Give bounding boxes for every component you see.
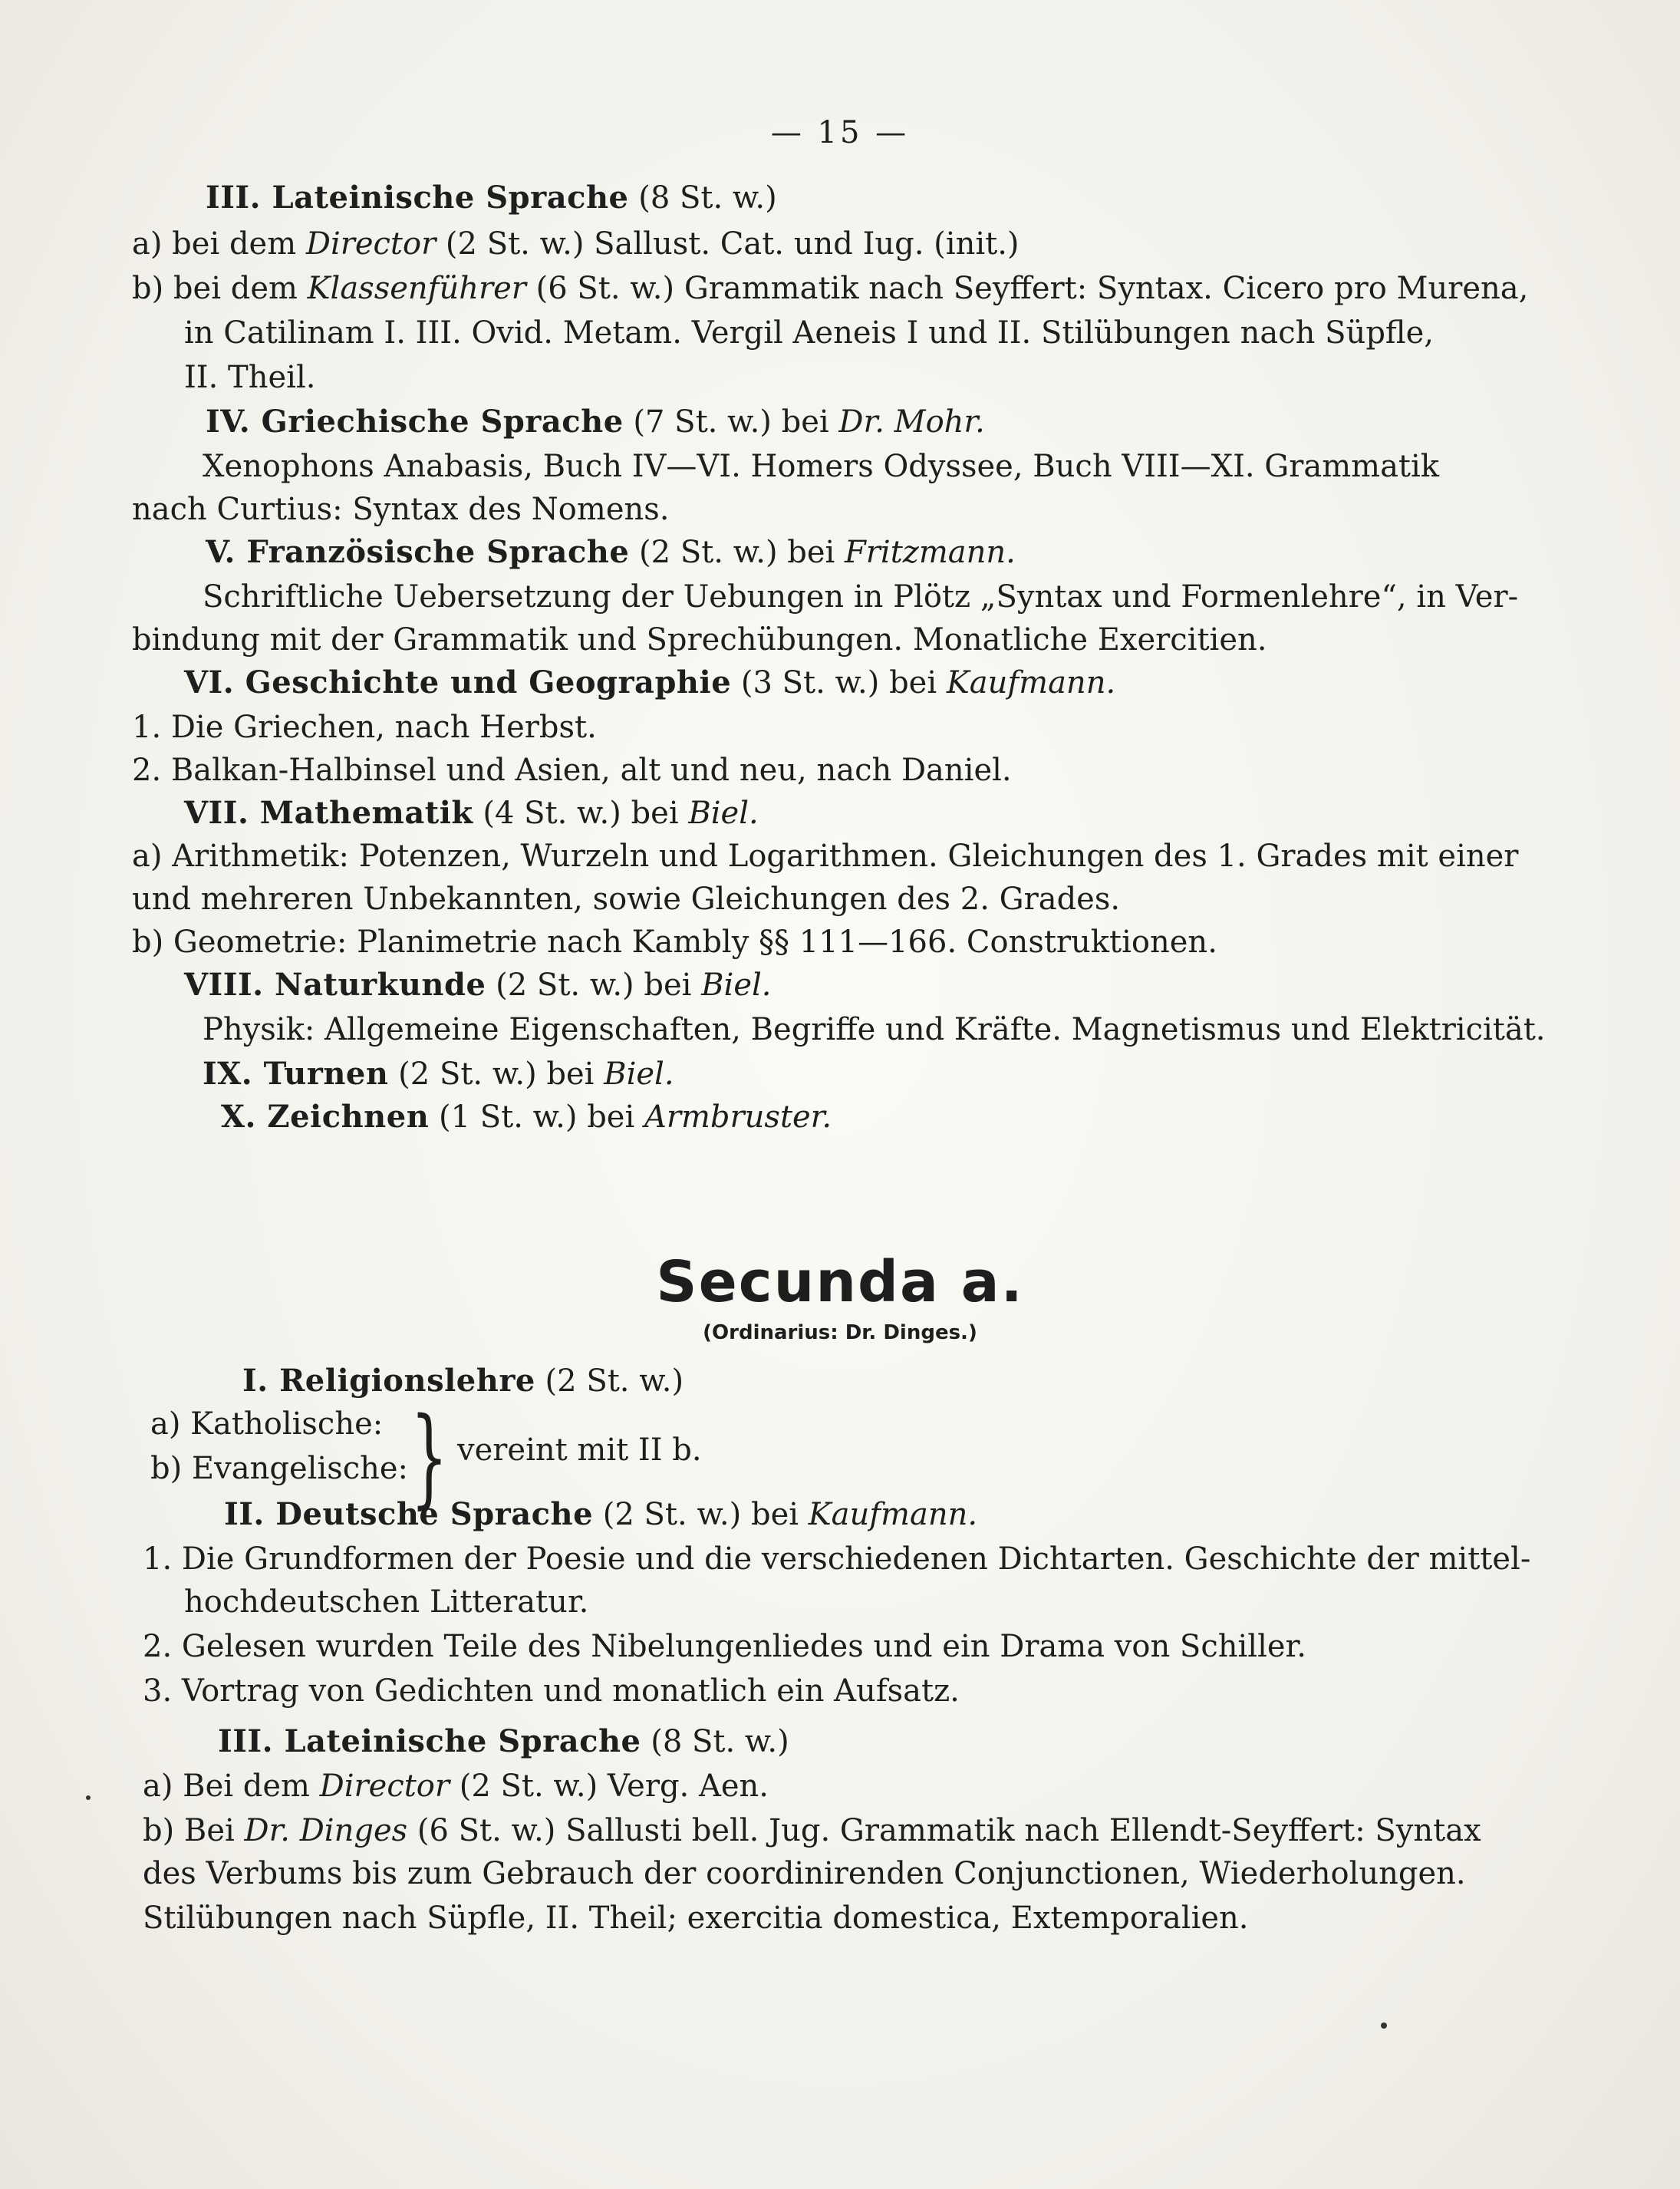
latin-b: b) bei dem Klassenführer (6 St. w.) Grammatik nach Seyffert: Syntax. Cicero pro Murena,: [132, 271, 1529, 306]
heading-german: II. Deutsche Sprache (2 St. w.) bei Kaufmann.: [224, 1496, 978, 1532]
math-a: a) Arithmetik: Potenzen, Wurzeln und Logarithmen. Gleichungen des 1. Grades mit einer: [132, 839, 1519, 874]
heading-gym: IX. Turnen (2 St. w.) bei Biel.: [203, 1056, 674, 1092]
religion-b: b) Evangelische:: [150, 1451, 409, 1486]
brace-symbol: }: [410, 1395, 448, 1520]
latin-a: a) bei dem Director (2 St. w.) Sallust. Cat. und Iug. (init.): [132, 226, 1020, 262]
french-text1: Schriftliche Uebersetzung der Uebungen in Plötz „Syntax und Formenlehre“, in Ver-: [203, 579, 1519, 615]
heading-french: V. Französische Sprache (2 St. w.) bei Fritzmann.: [206, 534, 1016, 570]
section-title: Secunda a.: [656, 1249, 1024, 1315]
ink-speck: [1381, 2023, 1387, 2029]
latin2-b-cont1: des Verbums bis zum Gebrauch der coordinirenden Conjunctionen, Wiederholungen.: [143, 1856, 1466, 1891]
page-number: — 15 —: [770, 115, 910, 150]
german-1: 1. Die Grundformen der Poesie und die verschiedenen Dichtarten. Geschichte der mittel-: [143, 1541, 1531, 1577]
heading-latin-2: III. Lateinische Sprache (8 St. w.): [218, 1723, 789, 1759]
ink-speck: [86, 1795, 91, 1800]
heading-math: VII. Mathematik (4 St. w.) bei Biel.: [184, 795, 759, 831]
heading-religion: I. Religionslehre (2 St. w.): [242, 1363, 684, 1399]
german-3: 3. Vortrag von Gedichten und monatlich ein Aufsatz.: [143, 1673, 960, 1709]
german-2: 2. Gelesen wurden Teile des Nibelungenliedes und ein Drama von Schiller.: [143, 1629, 1306, 1664]
latin2-a: a) Bei dem Director (2 St. w.) Verg. Aen.: [143, 1769, 769, 1804]
section-ordinarius: (Ordinarius: Dr. Dinges.): [703, 1321, 977, 1344]
science-text: Physik: Allgemeine Eigenschaften, Begriffe und Kräfte. Magnetismus und Elektricität.: [203, 1012, 1546, 1047]
history-1: 1. Die Griechen, nach Herbst.: [132, 710, 597, 745]
heading-history: VI. Geschichte und Geographie (3 St. w.) bei Kaufmann.: [184, 664, 1116, 701]
latin2-b-cont2: Stilübungen nach Süpfle, II. Theil; exercitia domestica, Extemporalien.: [143, 1901, 1249, 1936]
latin-b-cont2: II. Theil.: [184, 360, 316, 395]
heading-greek: IV. Griechische Sprache (7 St. w.) bei Dr. Mohr.: [206, 404, 985, 440]
math-b: b) Geometrie: Planimetrie nach Kambly §§ 111—166. Construktionen.: [132, 925, 1217, 960]
heading-latin: III. Lateinische Sprache (8 St. w.): [206, 180, 777, 216]
greek-text1: Xenophons Anabasis, Buch IV—VI. Homers Odyssee, Buch VIII—XI. Grammatik: [203, 449, 1440, 484]
heading-science: VIII. Naturkunde (2 St. w.) bei Biel.: [184, 967, 772, 1003]
heading-drawing: X. Zeichnen (1 St. w.) bei Armbruster.: [221, 1099, 832, 1135]
french-text2: bindung mit der Grammatik und Sprechübungen. Monatliche Exercitien.: [132, 622, 1267, 658]
german-1-cont: hochdeutschen Litteratur.: [184, 1584, 589, 1620]
math-a-cont: und mehreren Unbekannten, sowie Gleichungen des 2. Grades.: [132, 882, 1121, 917]
latin2-b: b) Bei Dr. Dinges (6 St. w.) Sallusti bell. Jug. Grammatik nach Ellendt-Seyffert: Syntax: [143, 1813, 1481, 1848]
greek-text2: nach Curtius: Syntax des Nomens.: [132, 492, 670, 527]
latin-b-cont1: in Catilinam I. III. Ovid. Metam. Vergil Aeneis I und II. Stilübungen nach Süpfle,: [184, 315, 1434, 351]
history-2: 2. Balkan-Halbinsel und Asien, alt und neu, nach Daniel.: [132, 753, 1012, 788]
religion-note: vereint mit II b.: [457, 1432, 702, 1468]
religion-a: a) Katholische:: [150, 1406, 384, 1442]
